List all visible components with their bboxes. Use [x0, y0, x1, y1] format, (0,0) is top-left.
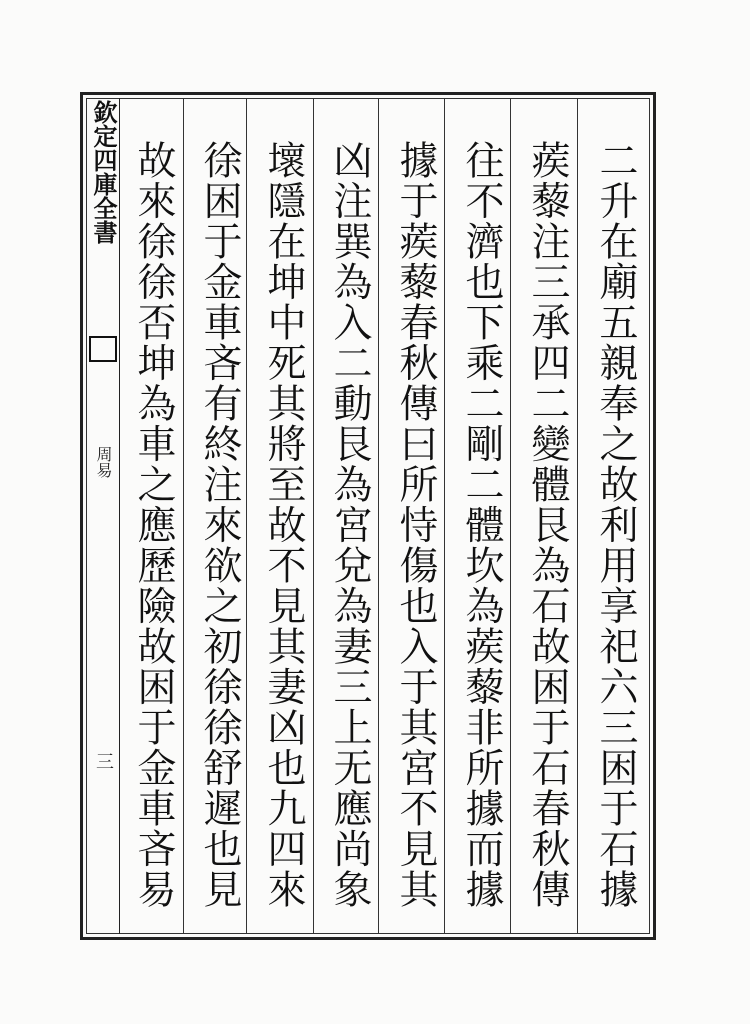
page-number: 三 [93, 752, 114, 770]
text-column-2: 蒺藜注三承四二變體艮為石故困于石春秋傳 [525, 140, 570, 910]
text-column-1: 二升在廟五親奉之故利用享祀六三困于石據 [593, 140, 638, 910]
text-column-7: 徐困于金車吝有終注來欲之初徐徐舒遲也見 [197, 140, 242, 910]
collection-title: 欽定四庫全書 [89, 100, 118, 244]
fishtail-mark [89, 336, 117, 362]
text-column-3: 往不濟也下乘二剛二體坎為蒺藜非所據而據 [459, 140, 504, 910]
book-title: 周易 [94, 446, 113, 478]
text-column-4: 據于蒺藜春秋傳曰所恃傷也入于其宮不見其 [393, 140, 438, 910]
text-column-5: 凶注巽為入二動艮為宮兌為妻三上无應尚象 [327, 140, 372, 910]
text-column-8: 故來徐徐否坤為車之應歷險故困于金車吝易 [131, 140, 176, 910]
text-column-6: 壞隱在坤中死其將至故不見其妻凶也九四來 [261, 140, 306, 910]
